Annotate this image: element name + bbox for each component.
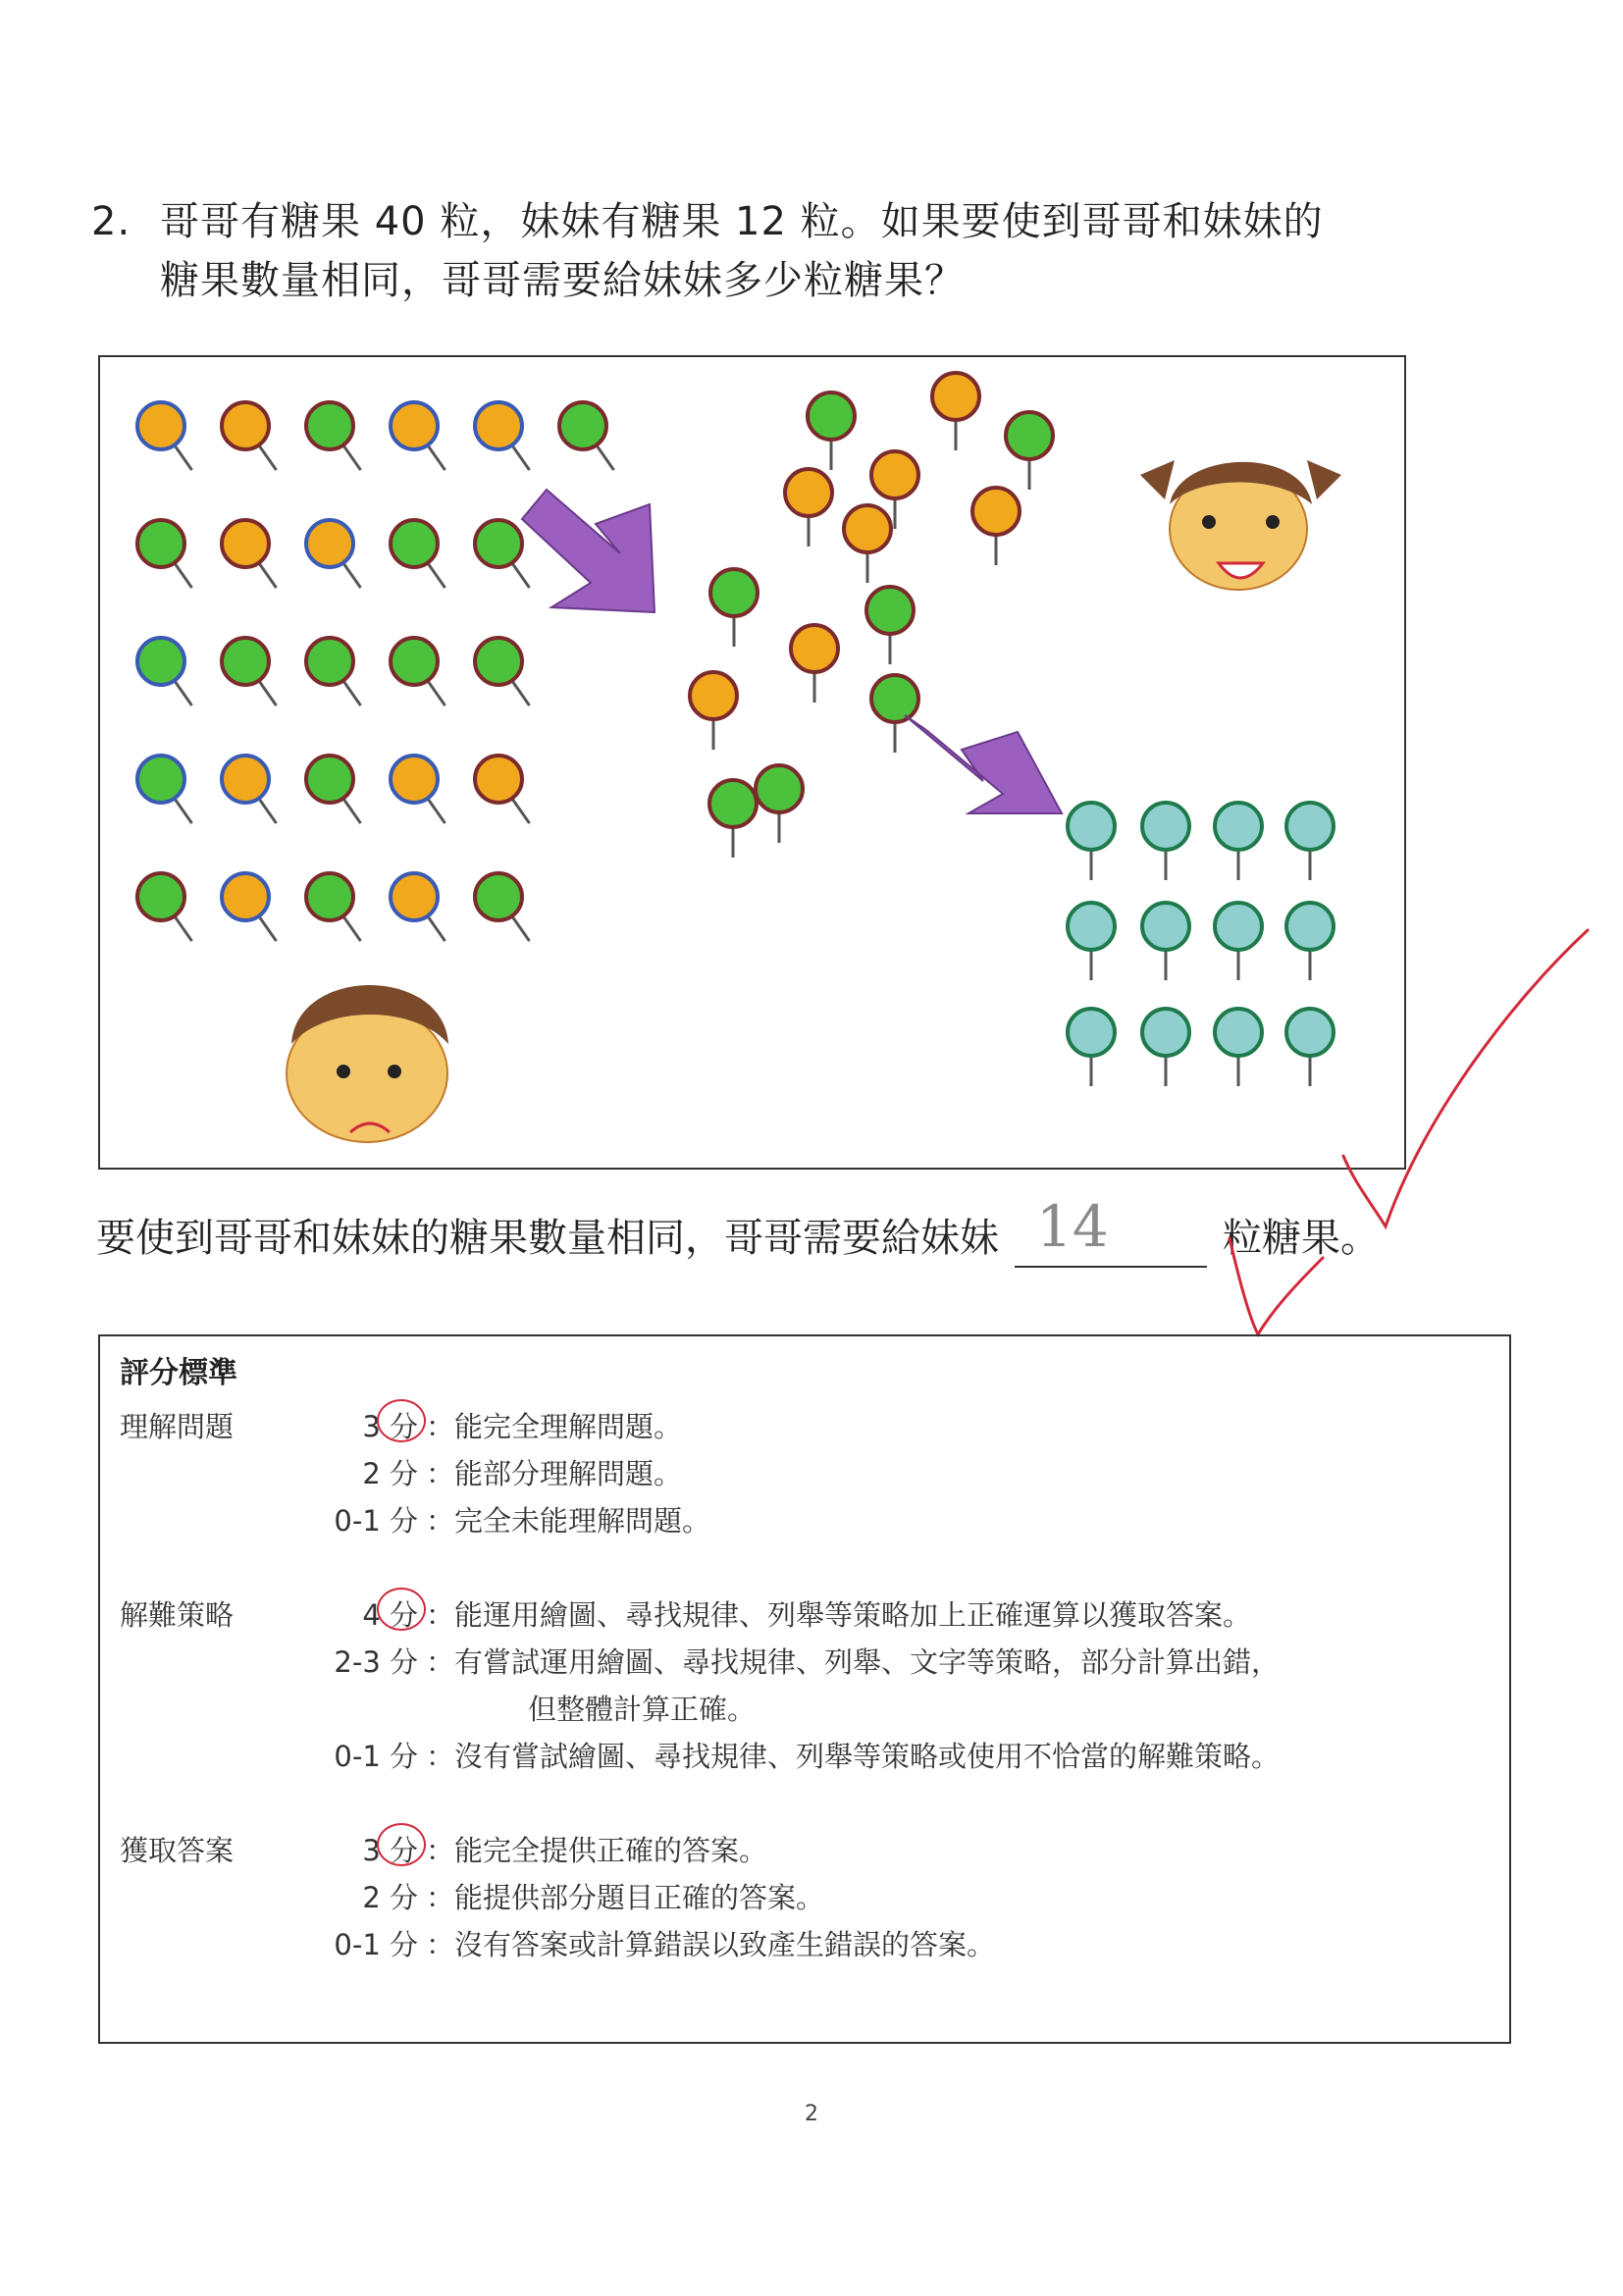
score-label: 3 分 [314,1829,418,1869]
rubric-title: 評分標準 [120,1356,237,1390]
arrow-icon [522,490,654,612]
page-number: 2 [805,2102,818,2126]
lollipop-icon [475,873,530,941]
boy-eye [388,1065,401,1078]
lollipop-icon [306,638,361,705]
lollipop-icon [391,638,445,705]
lollipop-icon [137,638,192,705]
lollipop-icon [222,520,277,588]
answer-sentence [96,1193,1380,1268]
lollipop-icon [222,873,277,941]
lollipop-icon [1006,412,1053,490]
lollipop-icon [710,569,758,647]
lollipop-icon [1068,1009,1115,1086]
lollipop-icon [391,520,445,588]
score-desc: ：有嘗試運用繪圖、尋找規律、列舉、文字等策略，部分計算出錯， [426,1645,1281,1679]
lollipop-icon [871,675,918,753]
category-understanding: 理解問題 [120,1410,235,1443]
score-desc: ：能部分理解問題。 [426,1457,683,1490]
student-drawing [98,355,1406,1170]
lollipop-icon [137,520,192,588]
lollipop-icon [391,402,445,470]
boy-eye [337,1065,350,1078]
lollipop-icon [1286,903,1334,980]
rubric-row [314,1735,1280,1775]
score-circle-icon [377,1399,426,1442]
question-number: 2. [91,199,131,244]
category-answer: 獲取答案 [120,1834,235,1867]
lollipop-icon [1068,803,1115,880]
lollipop-icon [1142,1009,1189,1086]
lollipop-icon [137,873,192,941]
score-desc: ：沒有嘗試繪圖、尋找規律、列舉等策略或使用不恰當的解難策略。 [426,1740,1281,1773]
score-desc: ：沒有答案或計算錯誤以致產生錯誤的答案。 [426,1928,996,1961]
rubric-row [314,1593,1251,1634]
lollipop-icon [559,402,614,470]
lollipop-icon [475,756,530,823]
score-label: 0-1 分 [334,1740,418,1773]
lollipop-icon [222,638,277,705]
lollipop-icon [137,402,192,470]
answer-suffix: 粒糖果。 [1223,1216,1380,1261]
lollipop-icon [306,402,361,470]
lollipop-icon [222,756,277,823]
rubric-row [314,1641,1280,1681]
score-label: 0-1 分 [334,1504,418,1538]
answer-blank[interactable] [1015,1193,1207,1268]
score-label: 0-1 分 [334,1928,418,1961]
girl-eye [1266,515,1280,529]
lollipop-icon [1286,803,1334,880]
lollipop-icon [1286,1009,1334,1086]
lollipop-icon [844,505,891,583]
score-label: 2 分 [362,1881,418,1914]
lollipop-icon [866,587,914,664]
score-desc: ：能提供部分題目正確的答案。 [426,1881,825,1914]
lollipop-icon [137,756,192,823]
rubric-box [98,1334,1511,2044]
lollipop-icon [1142,803,1189,880]
score-label: 2-3 分 [334,1645,418,1679]
answer-prefix: 要使到哥哥和妹妹的糖果數量相同，哥哥需要給妹妹 [96,1216,999,1261]
girl-pigtail [1307,460,1341,499]
question-line-1: 哥哥有糖果 40 粒，妹妹有糖果 12 粒。如果要使到哥哥和妹妹的 [160,199,1324,244]
lollipop-icon [475,520,530,588]
girl-pigtail [1140,460,1175,499]
lollipop-icon [791,625,838,703]
lollipop-icon [690,672,737,750]
lollipop-icon [785,469,832,547]
score-desc: 但整體計算正確。 [528,1693,757,1726]
handwritten-answer: 14 [1036,1193,1109,1260]
lollipop-icon [306,873,361,941]
rubric-row [314,1452,682,1492]
lollipop-icon [391,756,445,823]
lollipop-icon [972,488,1020,565]
score-desc: ：完全未能理解問題。 [426,1504,711,1538]
rubric-row-continuation [528,1688,756,1728]
drawing-canvas [100,357,1408,1172]
score-desc: ：能完全提供正確的答案。 [426,1834,768,1867]
lollipop-icon [709,780,757,858]
lollipop-icon [222,402,277,470]
rubric-row [314,1499,710,1539]
score-desc: ：能運用繪圖、尋找規律、列舉等策略加上正確運算以獲取答案。 [426,1598,1252,1632]
lollipop-icon [306,520,361,588]
lollipop-icon [756,765,803,843]
question-line-2: 糖果數量相同，哥哥需要給妹妹多少粒糖果？ [160,258,965,303]
rubric-row [314,1876,824,1916]
lollipop-icon [932,373,979,450]
rubric-row [314,1923,995,1963]
lollipop-icon [475,402,530,470]
lollipop-icon [1215,903,1262,980]
lollipop-icon [306,756,361,823]
arrow-icon [905,715,1062,813]
lollipop-icon [1068,903,1115,980]
lollipop-icon [1215,803,1262,880]
lollipop-icon [1142,903,1189,980]
question-text [91,192,1324,310]
rubric-row [314,1829,767,1869]
score-desc: ：能完全理解問題。 [426,1410,683,1443]
lollipop-icon [1215,1009,1262,1086]
girl-eye [1202,515,1216,529]
score-circle-icon [377,1588,426,1631]
lollipop-icon [391,873,445,941]
score-label: 3 分 [314,1405,418,1445]
rubric-row [314,1405,682,1445]
category-strategy: 解難策略 [120,1598,235,1632]
score-label: 4 分 [314,1593,418,1634]
score-circle-icon [377,1823,426,1866]
lollipop-icon [808,392,855,470]
lollipop-icon [475,638,530,705]
score-label: 2 分 [362,1457,418,1490]
